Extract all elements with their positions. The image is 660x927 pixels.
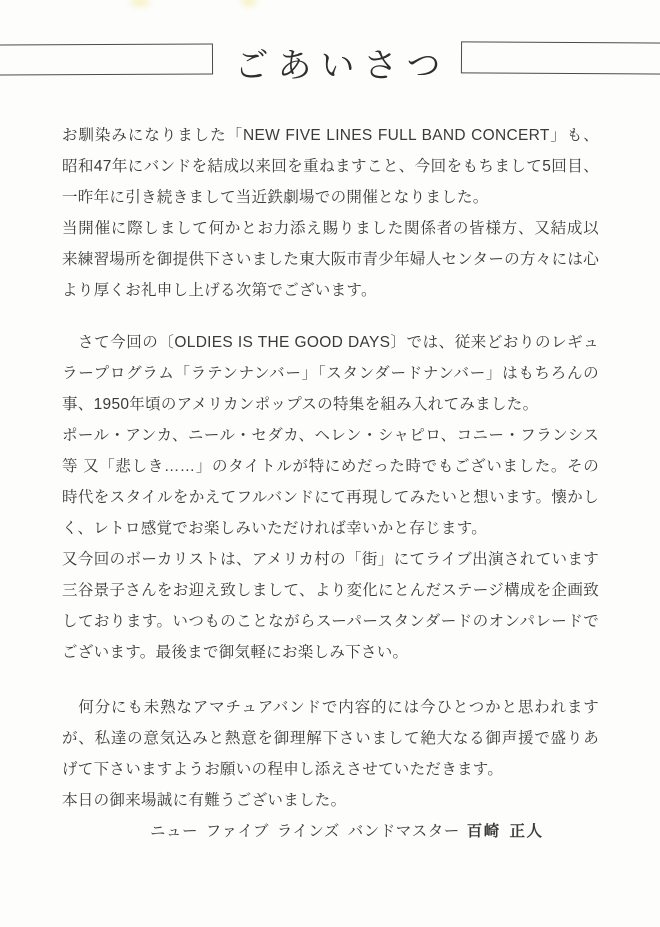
signature-role: ニュー ファイブ ラインズ バンドマスター bbox=[150, 823, 460, 840]
paragraph-opening: お馴染みになりました「NEW FIVE LINES FULL BAND CONCERT」も、昭和47年にバンドを結成以来回を重ねますこと、今回をもちまして5回目、一昨年に引き続きまして当近鉄劇場での開催となりました。 bbox=[62, 127, 599, 206]
greeting-body bbox=[62, 120, 599, 847]
paragraph-closing: 本日の御来場誠に有難うございました。 bbox=[62, 792, 347, 809]
paragraph-vocalist: 又今回のボーカリストは、アメリカ村の「街」にてライブ出演されています三谷景子さんをお迎え致しまして、より変化にとんだステージ構成を企画致しております。いつものことながらスーパースタンダードのオンパレードでございます。最後まで御気軽にお楽しみ下さい。 bbox=[62, 551, 599, 661]
title-banner bbox=[0, 0, 660, 105]
title-rule-right bbox=[461, 41, 660, 74]
paragraph-thanks: 当開催に際しまして何かとお力添え賜りました関係者の皆様方、又結成以来練習場所を御提供下さいました東大阪市青少年婦人センターの方々には心より厚くお礼申し上げる次第でございます。 bbox=[62, 220, 599, 299]
title-rule-left bbox=[0, 44, 213, 76]
signature-name: 百崎 正人 bbox=[466, 823, 544, 840]
paragraph-program: さて今回の〔OLDIES IS THE GOOD DAYS〕では、従来どおりのレギュラープログラム「ラテンナンバー」「スタンダードナンバー」はもちろんの事、1950年頃のアメリカンポップスの特集を組み入れてみました。 bbox=[62, 334, 599, 413]
paragraph-artists: ポール・アンカ、ニール・セダカ、ヘレン・シャピロ、コニー・フランシス 等 又「悲しき……」のタイトルが特にめだった時でもございました。その時代をスタイルをかえてフルバンドにて再現してみたいと想います。懐かしく、レトロ感覚でお楽しみいただければ幸いかと存じます。 bbox=[62, 427, 599, 537]
signature-line bbox=[62, 816, 599, 847]
page-title: ごあいさつ bbox=[234, 47, 450, 85]
paragraph-request: 何分にも未熟なアマチュアバンドで内容的には今ひとつかと思われますが、私達の意気込みと熱意を御理解下さいまして絶大なる御声援で盛りあげて下さいますようお願いの程申し添えさせていただきます。 bbox=[62, 699, 599, 778]
